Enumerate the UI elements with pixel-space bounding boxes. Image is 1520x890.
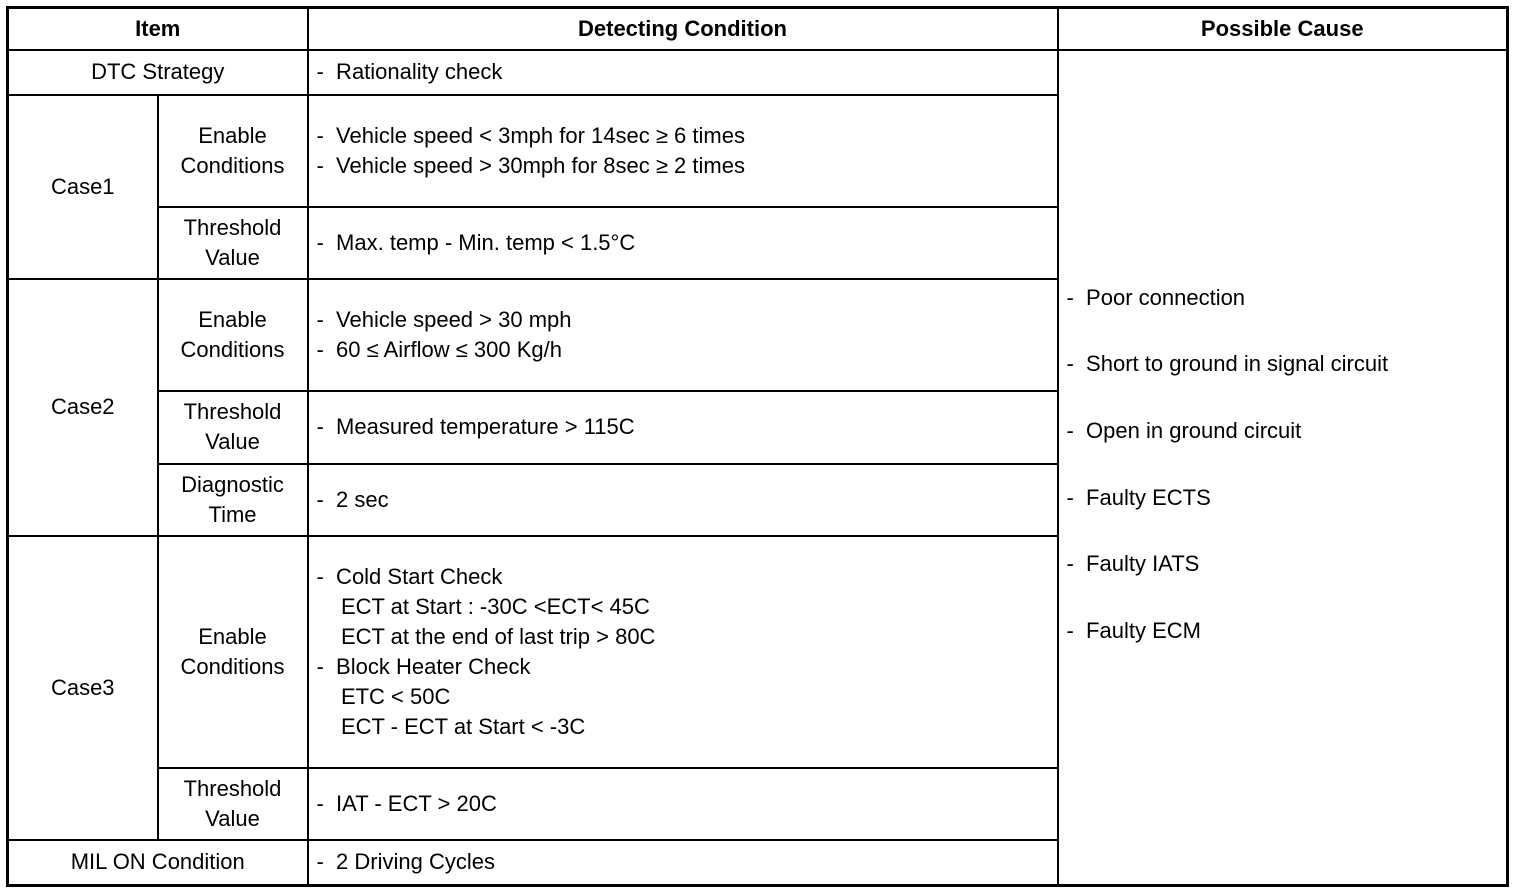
case2-label: Case2	[8, 279, 158, 536]
dtc-table	[6, 6, 1509, 887]
case2-enable-label: Enable Conditions	[158, 279, 308, 391]
mil-on-condition-value: - 2 Driving Cycles	[308, 840, 1058, 886]
cause-item: - Open in ground circuit	[1066, 417, 1302, 443]
header-detecting-condition: Detecting Condition	[308, 8, 1058, 50]
case3-threshold-value: - IAT - ECT > 20C	[308, 768, 1058, 840]
mil-on-condition-label: MIL ON Condition	[8, 840, 308, 886]
case3-threshold-label: Threshold Value	[158, 768, 308, 840]
case1-enable-label: Enable Conditions	[158, 95, 308, 207]
cause-item: - Faulty ECM	[1066, 617, 1201, 643]
case3-enable-label: Enable Conditions	[158, 536, 308, 768]
case2-threshold-value: - Measured temperature > 115C	[308, 391, 1058, 464]
case1-threshold-label: Threshold Value	[158, 207, 308, 279]
header-row	[8, 8, 1508, 50]
dtc-strategy-condition: - Rationality check	[308, 50, 1058, 95]
case1-threshold-value: - Max. temp - Min. temp < 1.5°C	[308, 207, 1058, 279]
case2-diagnostic-time-value: - 2 sec	[308, 464, 1058, 536]
case2-enable-conditions: - Vehicle speed > 30 mph - 60 ≤ Airflow ≤ 300 Kg/h	[308, 279, 1058, 391]
possible-cause-cell	[1058, 50, 1508, 886]
header-item: Item	[8, 8, 308, 50]
header-possible-cause: Possible Cause	[1058, 8, 1508, 50]
cause-item: - Poor connection	[1066, 284, 1246, 310]
cause-item: - Faulty ECTS	[1066, 484, 1211, 510]
cause-item: - Short to ground in signal circuit	[1066, 351, 1389, 377]
case3-enable-conditions: - Cold Start Check ECT at Start : -30C <ECT< 45C ECT at the end of last trip > 80C - Block Heater Check ETC < 50C ECT - ECT at Start < -3C	[308, 536, 1058, 768]
cause-item: - Faulty IATS	[1066, 551, 1200, 577]
table-row	[8, 50, 1508, 95]
dtc-strategy-label: DTC Strategy	[8, 50, 308, 95]
case1-label: Case1	[8, 95, 158, 279]
case3-label: Case3	[8, 536, 158, 840]
case2-threshold-label: Threshold Value	[158, 391, 308, 464]
case1-enable-conditions: - Vehicle speed < 3mph for 14sec ≥ 6 times - Vehicle speed > 30mph for 8sec ≥ 2 times	[308, 95, 1058, 207]
case2-diagnostic-time-label: Diagnostic Time	[158, 464, 308, 536]
